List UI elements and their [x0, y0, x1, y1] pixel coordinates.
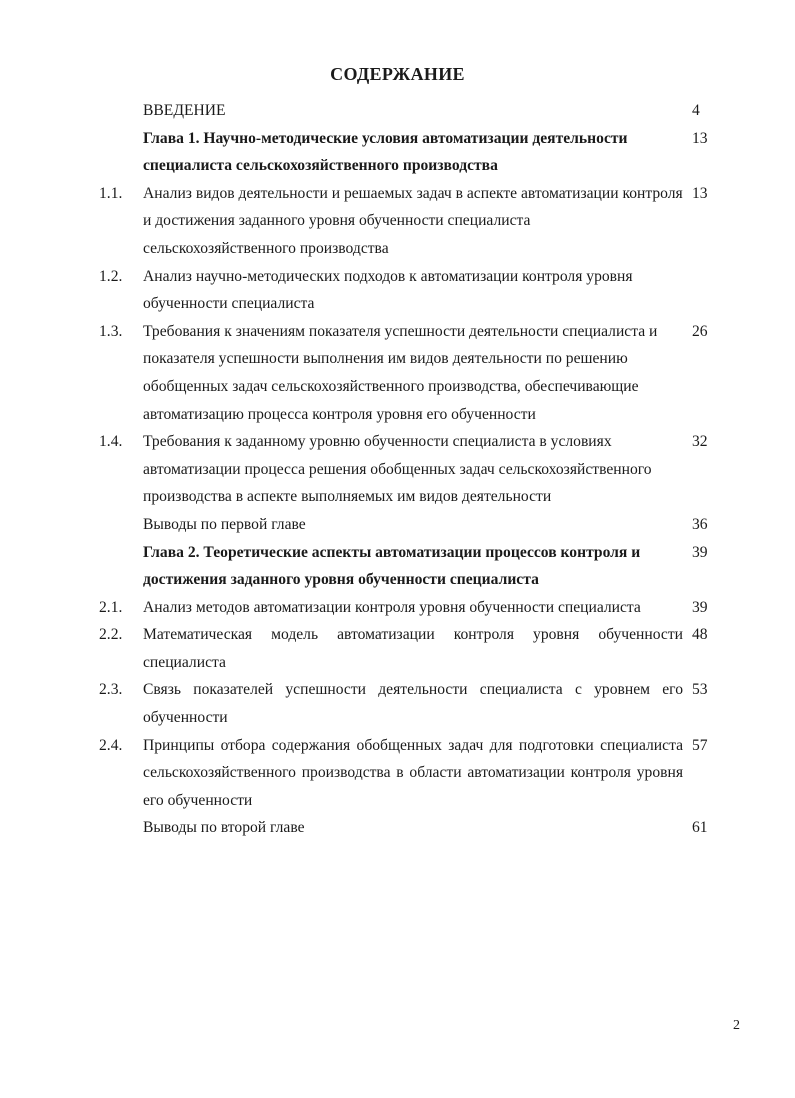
toc-entry-page: 39 [692, 598, 708, 616]
page-number: 2 [733, 1018, 740, 1033]
toc-entry-page: 13 [692, 184, 708, 202]
toc-entry-title: Принципы отбора содержания обобщенных задач для подготовки специалиста сельскохозяйственного производства в области автоматизации контроля уровня его обученности [143, 736, 683, 809]
toc-entry-2-3 [0, 676, 795, 731]
toc-entry-title: Глава 2. Теоретические аспекты автоматизации процессов контроля и достижения заданного уровня обученности специалиста [143, 543, 641, 589]
toc-entry-page: 48 [692, 626, 708, 644]
toc-entry-title: Математическая модель автоматизации контроля уровня обученности специалиста [143, 626, 683, 671]
toc-entry-conclusions-1 [0, 511, 795, 539]
page-title: СОДЕРЖАНИЕ [330, 64, 465, 84]
toc-entry-number: 2.2. [99, 626, 123, 644]
toc-entry-page: 53 [692, 681, 708, 699]
toc-entry-page: 32 [692, 433, 708, 451]
toc-entry-introduction [0, 97, 795, 125]
toc-entry-title: Требования к заданному уровню обученности специалиста в условиях автоматизации процесса решения обобщенных задач сельскохозяйственного производства в аспекте выполняемых им видов деятельности [143, 433, 652, 506]
toc-entry-1-1 [0, 180, 795, 263]
toc-entry-page: 39 [692, 543, 708, 561]
toc-entry-title: Анализ методов автоматизации контроля уровня обученности специалиста [143, 598, 641, 616]
toc-entry-chapter-2 [0, 539, 795, 594]
toc-entry-page: 61 [692, 819, 708, 837]
toc-entry-title: Анализ научно-методических подходов к автоматизации контроля уровня обученности специалиста [143, 267, 633, 313]
toc-entry-page: 26 [692, 322, 708, 340]
toc-entry-conclusions-2 [0, 814, 795, 842]
toc-entry-number: 2.1. [99, 598, 123, 616]
toc-entry-title: Выводы по второй главе [143, 819, 305, 837]
toc-entry-chapter-1 [0, 125, 795, 180]
toc-entry-number: 1.4. [99, 433, 123, 451]
toc-entry-page: 4 [692, 102, 700, 119]
toc-entry-1-2 [0, 263, 795, 318]
toc-entry-title: Связь показателей успешности деятельности специалиста с уровнем его обученности [143, 681, 683, 727]
toc-entry-page: 57 [692, 736, 708, 754]
toc-entry-title: Анализ видов деятельности и решаемых задач в аспекте автоматизации контроля и достижения заданного уровня обученности специалиста сельскохозяйственного производства [143, 184, 683, 257]
toc-entry-2-1 [0, 594, 795, 622]
toc-entry-number: 1.2. [99, 267, 123, 285]
toc-entry-title: Глава 1. Научно-методические условия автоматизации деятельности специалиста сельскохозяйственного производства [143, 129, 628, 175]
toc-entry-1-3 [0, 318, 795, 428]
toc-entry-page: 13 [692, 129, 708, 147]
toc-entry-title: Выводы по первой главе [143, 515, 306, 533]
toc-entry-number: 2.4. [99, 736, 123, 754]
toc-entry-number: 2.3. [99, 681, 123, 699]
toc-entry-page: 36 [692, 515, 708, 533]
toc-entry-title: ВВЕДЕНИЕ [143, 102, 226, 119]
toc-entry-number: 1.1. [99, 184, 123, 202]
toc-entry-title: Требования к значениям показателя успешности деятельности специалиста и показателя успешности выполнения им видов деятельности по решению обобщенных задач сельскохозяйственного производства, обеспечивающие автоматизацию процесса контроля уровня его обученности [143, 322, 658, 423]
toc-entry-2-2 [0, 621, 795, 676]
toc-entry-1-4 [0, 428, 795, 511]
toc-entry-number: 1.3. [99, 322, 123, 340]
table-of-contents [0, 97, 795, 842]
toc-entry-2-4 [0, 732, 795, 815]
